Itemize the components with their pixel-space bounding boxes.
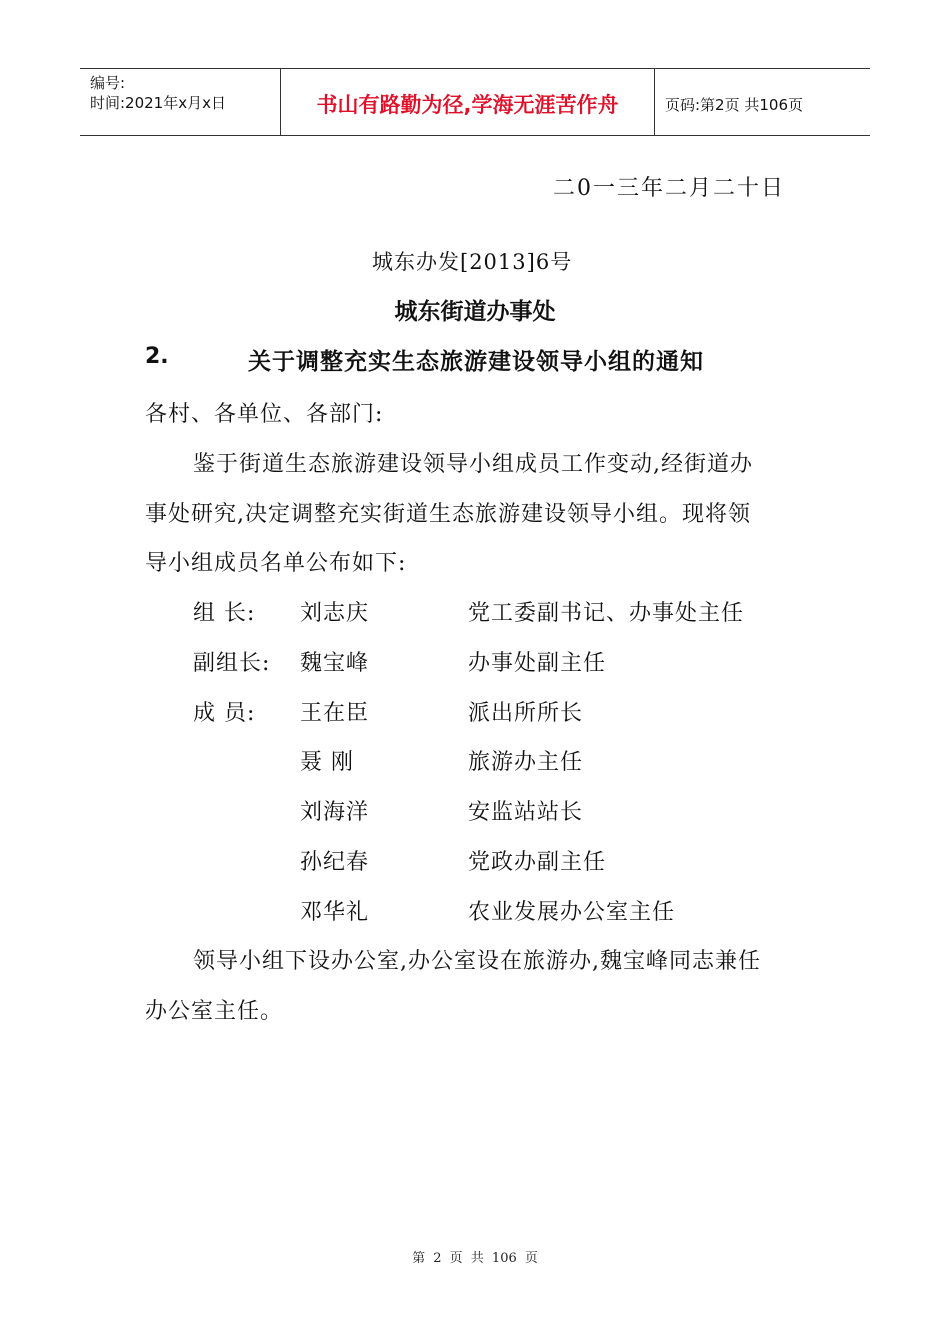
paragraph-line: 事处研究,决定调整充实街道生态旅游建设领导小组。现将领 [145, 502, 751, 527]
page-info-cell [655, 69, 870, 135]
time-label: 时间:2021年x月x日 [90, 94, 226, 112]
document-number: 城东办发[2013]6号 [372, 250, 573, 274]
member-name: 邓华礼 [300, 900, 370, 925]
page-info-text: 页码:第2页 共106页 [665, 95, 803, 114]
member-name: 孙纪春 [300, 850, 370, 875]
member-title: 党工委副书记、办事处主任 [468, 601, 745, 626]
number-label: 编号: [90, 74, 126, 92]
paragraph-line: 鉴于街道生态旅游建设领导小组成员工作变动,经街道办 [193, 452, 753, 477]
member-title: 农业发展办公室主任 [468, 900, 676, 925]
document-date: 二0一三年二月二十日 [553, 176, 785, 201]
member-name: 聂 刚 [300, 750, 354, 775]
member-title: 办事处副主任 [468, 651, 607, 676]
page-footer: 第 2 页 共 106 页 [412, 1251, 538, 1266]
member-title: 旅游办主任 [468, 750, 584, 775]
member-role: 成 员: [193, 701, 256, 726]
motto-text: 书山有路勤为径,学海无涯苦作舟 [316, 93, 619, 117]
member-role: 副组长: [193, 651, 271, 676]
header-table [80, 68, 870, 136]
organization-title: 城东街道办事处 [394, 299, 556, 325]
member-title: 派出所所长 [468, 701, 584, 726]
motto-cell [281, 69, 655, 135]
notice-title: 关于调整充实生态旅游建设领导小组的通知 [248, 349, 704, 375]
salutation: 各村、各单位、各部门: [145, 402, 384, 427]
member-name: 魏宝峰 [300, 651, 370, 676]
member-name: 王在臣 [300, 701, 370, 726]
member-role: 组 长: [193, 601, 256, 626]
member-title: 安监站站长 [468, 800, 584, 825]
header-meta-cell [80, 69, 281, 135]
paragraph-line: 领导小组下设办公室,办公室设在旅游办,魏宝峰同志兼任 [193, 949, 761, 974]
heading-number: 2. [145, 344, 169, 369]
member-title: 党政办副主任 [468, 850, 607, 875]
paragraph-line: 导小组成员名单公布如下: [145, 551, 407, 576]
member-name: 刘海洋 [300, 800, 370, 825]
member-name: 刘志庆 [300, 601, 370, 626]
paragraph-line: 办公室主任。 [145, 999, 284, 1024]
